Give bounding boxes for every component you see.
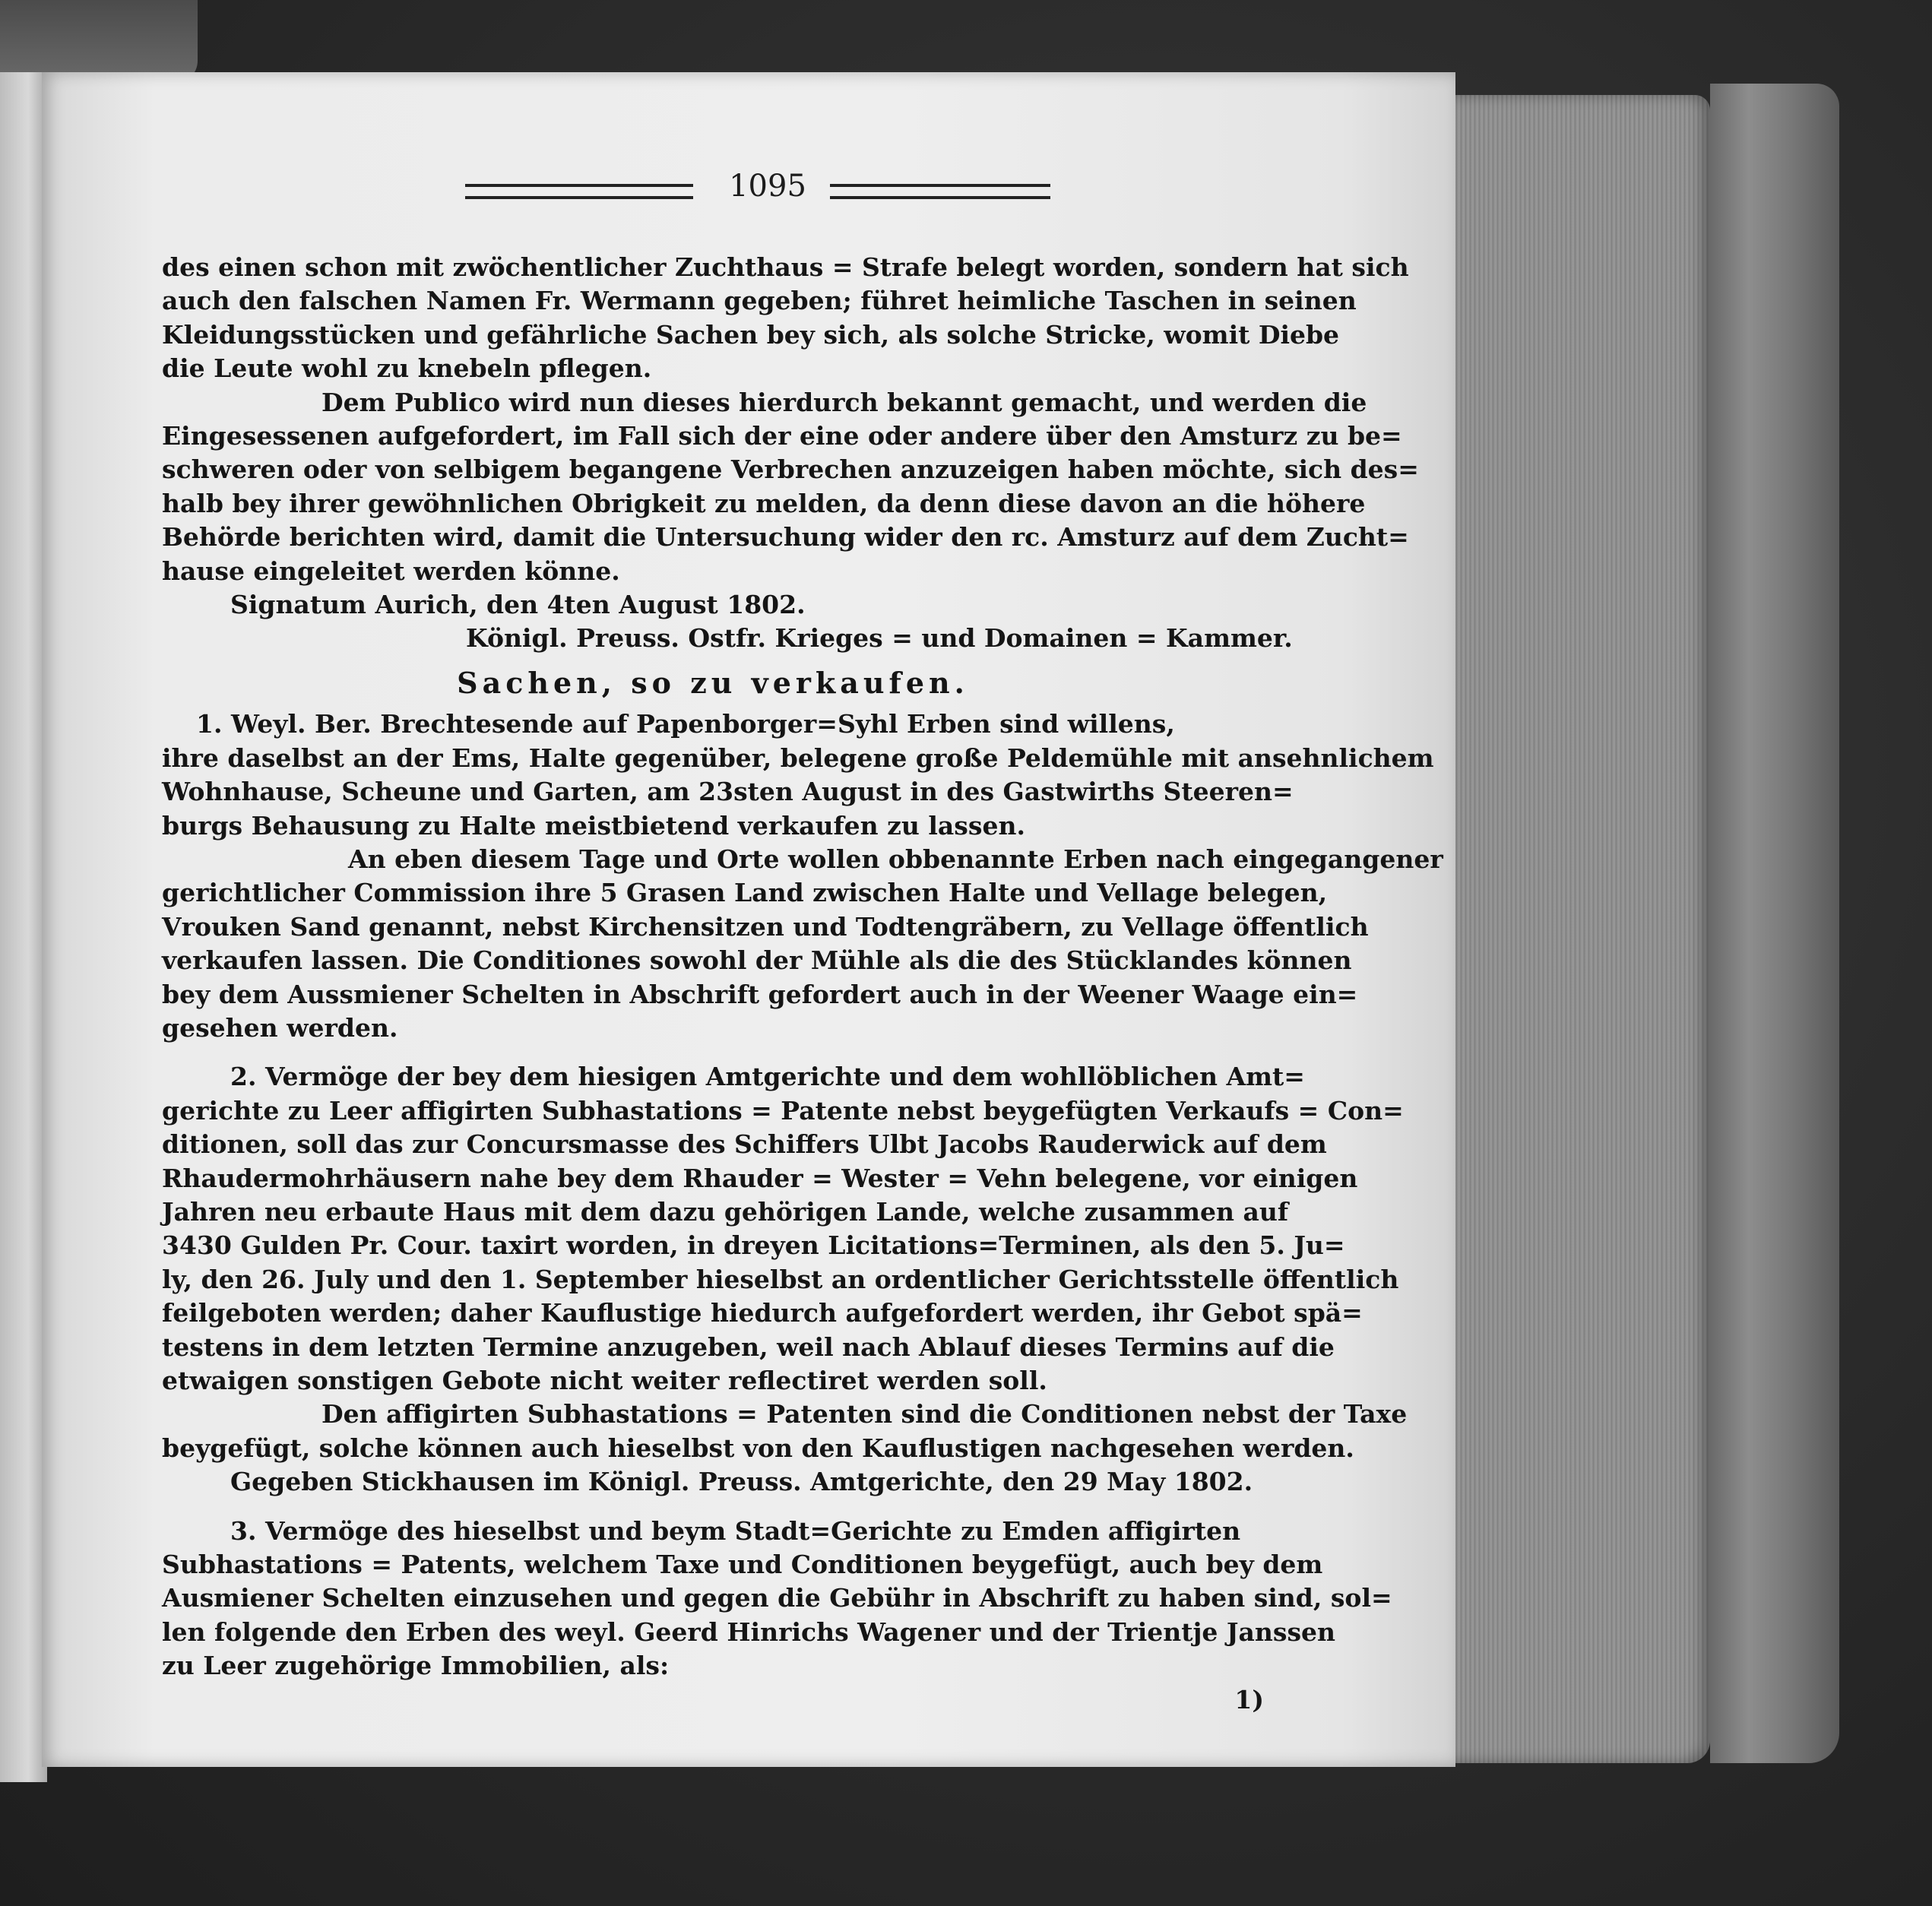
text-line: auch den falschen Namen Fr. Wermann gegeben; führet heimliche Taschen in seinen xyxy=(162,286,1357,316)
text-line: Jahren neu erbaute Haus mit dem dazu gehörigen Lande, welche zusammen auf xyxy=(162,1196,1289,1227)
text-line: 2. Vermöge der bey dem hiesigen Amtgerichte und dem wohllöblichen Amt= xyxy=(230,1062,1305,1092)
section-heading: Sachen, so zu verkaufen. xyxy=(457,665,969,700)
header-rule-right xyxy=(830,184,1050,199)
text-line: schweren oder von selbigem begangene Verbrechen anzuzeigen haben möchte, sich des= xyxy=(162,454,1419,485)
header-rule-left xyxy=(465,184,693,199)
notice-continuation xyxy=(162,251,1419,656)
text-line: feilgeboten werden; daher Kauflustige hiedurch aufgefordert werden, ihr Gebot spä= xyxy=(162,1298,1363,1328)
page-body xyxy=(162,251,1443,1717)
text-line: 3430 Gulden Pr. Cour. taxirt worden, in dreyen Licitations=Terminen, als den 5. Ju= xyxy=(162,1230,1345,1261)
text-line: testens in dem letzten Termine anzugeben, weil nach Ablauf dieses Termins auf die xyxy=(162,1331,1335,1362)
text-line: ly, den 26. July und den 1. September hieselbst an ordentlicher Gerichtsstelle öffentlich xyxy=(162,1264,1399,1294)
text-line: halb bey ihrer gewöhnlichen Obrigkeit zu melden, da denn diese davon an die höhere xyxy=(162,488,1366,518)
text-line: bey dem Aussmiener Schelten in Abschrift gefordert auch in der Weener Waage ein= xyxy=(162,979,1358,1009)
book-cover-right-edge xyxy=(1710,84,1839,1763)
text-line: 3. Vermöge des hieselbst und beym Stadt=Gerichte zu Emden affigirten xyxy=(230,1515,1241,1546)
text-line: ditionen, soll das zur Concursmasse des Schiffers Ulbt Jacobs Rauderwick auf dem xyxy=(162,1129,1327,1160)
text-line: zu Leer zugehörige Immobilien, als: xyxy=(162,1651,670,1681)
text-line: ihre daselbst an der Ems, Halte gegenüber, belegene große Peldemühle mit ansehnlichem xyxy=(162,742,1434,773)
text-line: Vrouken Sand genannt, nebst Kirchensitzen und Todtengräbern, zu Vellage öffentlich xyxy=(162,911,1369,942)
sale-item xyxy=(162,1499,1392,1683)
catchword: 1) xyxy=(1234,1684,1264,1714)
text-line: 1. Weyl. Ber. Brechtesende auf Papenborger=Syhl Erben sind willens, xyxy=(196,709,1175,739)
text-line: die Leute wohl zu knebeln pflegen. xyxy=(162,353,652,384)
text-line: Kleidungsstücken und gefährliche Sachen bey sich, als solche Stricke, womit Diebe xyxy=(162,319,1340,350)
text-line: An eben diesem Tage und Orte wollen obbenannte Erben nach eingegangener xyxy=(348,844,1443,874)
page-number: 1095 xyxy=(729,169,806,204)
text-line: hause eingeleitet werden könne. xyxy=(162,556,620,586)
text-line: Ausmiener Schelten einzusehen und gegen die Gebühr in Abschrift zu haben sind, sol= xyxy=(162,1583,1392,1613)
text-line: Subhastations = Patents, welchem Taxe und Conditionen beygefügt, auch bey dem xyxy=(162,1550,1323,1580)
text-line: gesehen werden. xyxy=(162,1012,398,1043)
text-line: gerichtlicher Commission ihre 5 Grasen Land zwischen Halte und Vellage belegen, xyxy=(162,878,1328,908)
text-line: Wohnhause, Scheune und Garten, am 23sten August in des Gastwirths Steeren= xyxy=(162,777,1294,807)
sale-item xyxy=(162,1045,1408,1499)
sale-item xyxy=(162,708,1443,1045)
text-line: beygefügt, solche können auch hieselbst von den Kauflustigen nachgesehen werden. xyxy=(162,1433,1354,1463)
facing-page-edge xyxy=(0,72,47,1782)
text-line: Eingesessenen aufgefordert, im Fall sich der eine oder andere über den Amsturz zu be= xyxy=(162,421,1402,451)
text-line: Gegeben Stickhausen im Königl. Preuss. Amtgerichte, den 29 May 1802. xyxy=(230,1467,1253,1497)
text-line: Den affigirten Subhastations = Patenten sind die Conditionen nebst der Taxe xyxy=(321,1399,1408,1430)
text-line: Rhaudermohrhäusern nahe bey dem Rhauder = Wester = Vehn belegene, vor einigen xyxy=(162,1163,1358,1193)
text-line: gerichte zu Leer affigirten Subhastations = Patente nebst beygefügten Verkaufs = Con= xyxy=(162,1095,1404,1126)
text-line: Dem Publico wird nun dieses hierdurch bekannt gemacht, und werden die xyxy=(321,387,1367,417)
text-line: des einen schon mit zwöchentlicher Zuchthaus = Strafe belegt worden, sondern hat sich xyxy=(162,252,1409,282)
page-edges-stack xyxy=(1448,95,1710,1763)
text-line: etwaigen sonstigen Gebote nicht weiter reflectiret werden soll. xyxy=(162,1366,1047,1395)
text-line: Behörde berichten wird, damit die Untersuchung wider den rc. Amsturz auf dem Zucht= xyxy=(162,522,1409,552)
sale-items xyxy=(162,708,1443,1683)
text-line: Signatum Aurich, den 4ten August 1802. xyxy=(230,590,806,620)
text-line: Königl. Preuss. Ostfr. Krieges = und Domainen = Kammer. xyxy=(466,623,1293,654)
text-line: burgs Behausung zu Halte meistbietend verkaufen zu lassen. xyxy=(162,810,1025,841)
text-line: verkaufen lassen. Die Conditiones sowohl der Mühle als die des Stücklandes können xyxy=(162,945,1352,976)
cover-top-left xyxy=(0,0,198,84)
text-line: len folgende den Erben des weyl. Geerd Hinrichs Wagener und der Trientje Janssen xyxy=(162,1616,1336,1647)
